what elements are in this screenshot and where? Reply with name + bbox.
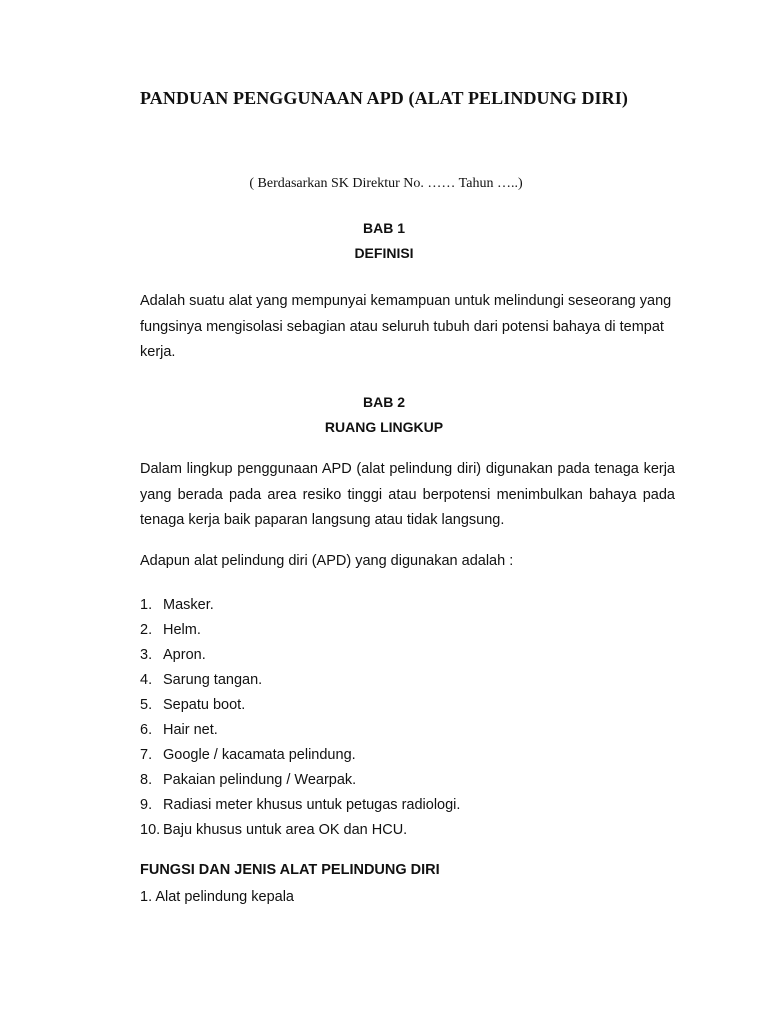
- list-item-text: Sepatu boot.: [163, 697, 246, 713]
- list-item-number: 5.: [140, 697, 153, 713]
- list-item-number: 1.: [140, 597, 153, 613]
- list-item-text: Apron.: [163, 647, 206, 663]
- apd-list: [140, 593, 460, 843]
- list-item-text: Sarung tangan.: [163, 672, 263, 688]
- list-item-text: Baju khusus untuk area OK dan HCU.: [163, 822, 408, 838]
- list-item-text: Radiasi meter khusus untuk petugas radiologi.: [163, 797, 461, 813]
- bab1-heading: DEFINISI: [354, 245, 414, 261]
- list-item-number: 3.: [140, 647, 153, 663]
- bab2-number: BAB 2: [362, 394, 405, 410]
- bab1-number: BAB 1: [362, 220, 405, 236]
- list-item-number: 8.: [140, 772, 153, 788]
- list-item: [140, 693, 460, 718]
- list-item-text: Masker.: [163, 597, 214, 613]
- list-item: [140, 718, 460, 743]
- list-item: [140, 818, 460, 843]
- list-item-text: Google / kacamata pelindung.: [163, 747, 356, 763]
- bab1-paragraph: Adalah suatu alat yang mempunyai kemampuan untuk melindungi seseorang yang fungsinya mengisolasi sebagian atau seluruh tubuh dari potensi bahaya di tempat kerja.: [140, 293, 672, 360]
- list-item: [140, 618, 460, 643]
- list-item: [140, 643, 460, 668]
- list-item-number: 7.: [140, 747, 153, 763]
- list-item-number: 6.: [140, 722, 153, 738]
- list-item: [140, 593, 460, 618]
- list-item-text: Pakaian pelindung / Wearpak.: [163, 772, 357, 788]
- section-first-item: 1. Alat pelindung kepala: [140, 889, 294, 905]
- list-item-text: Hair net.: [163, 722, 218, 738]
- section-heading: FUNGSI DAN JENIS ALAT PELINDUNG DIRI: [140, 862, 440, 878]
- list-item-number: 4.: [140, 672, 153, 688]
- list-item: [140, 743, 460, 768]
- list-item-number: 10.: [140, 822, 161, 838]
- list-item: [140, 768, 460, 793]
- bab2-paragraph: Dalam lingkup penggunaan APD (alat pelindung diri) digunakan pada tenaga kerja yang berada pada area resiko tinggi atau berpotensi menimbulkan bahaya pada tenaga kerja baik paparan langsung atau tidak langsung.: [140, 461, 675, 528]
- list-item: [140, 668, 460, 693]
- document-title: PANDUAN PENGGUNAAN APD (ALAT PELINDUNG DIRI): [140, 88, 628, 108]
- apd-intro-paragraph: Adapun alat pelindung diri (APD) yang digunakan adalah :: [140, 553, 514, 569]
- bab2-heading: RUANG LINGKUP: [324, 419, 444, 435]
- list-item-number: 9.: [140, 797, 153, 813]
- list-item-text: Helm.: [163, 622, 201, 638]
- list-item-number: 2.: [140, 622, 153, 638]
- document-subtitle: ( Berdasarkan SK Direktur No. …… Tahun …..): [249, 176, 523, 191]
- list-item: [140, 793, 460, 818]
